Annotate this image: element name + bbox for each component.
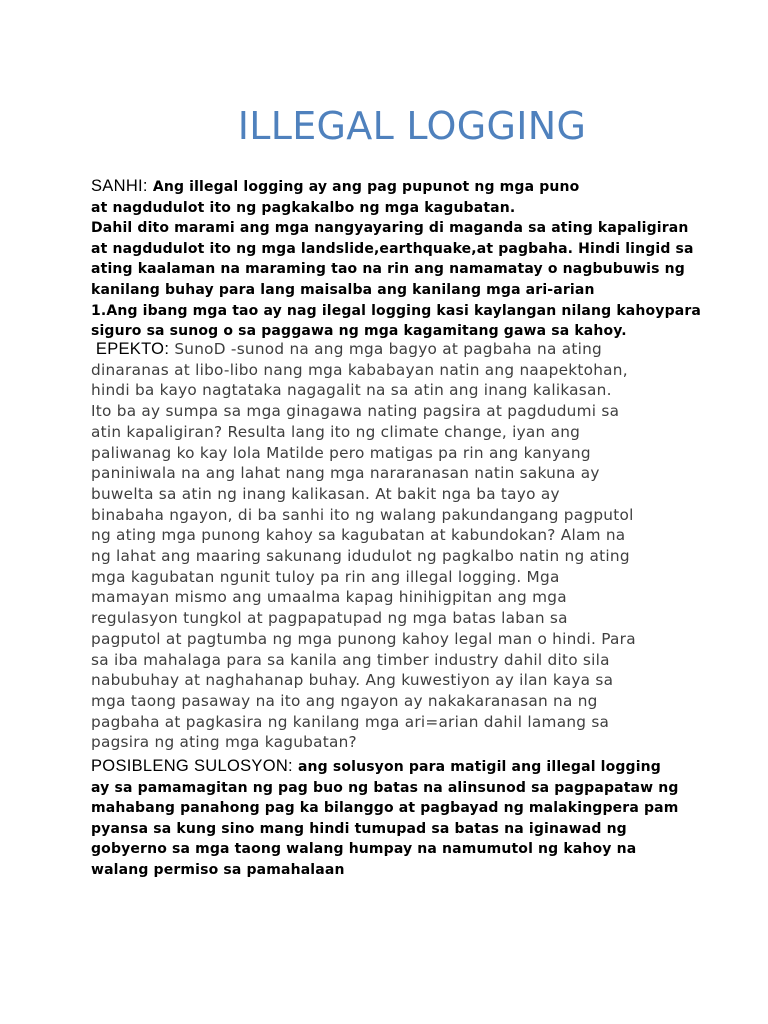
section-epekto (91, 339, 636, 753)
document-title: ILLEGAL LOGGING (237, 104, 587, 148)
paragraph-line: ng lahat ang maaring sakunang idudulot ng pagkalbo natin ng ating (91, 547, 630, 566)
paragraph-line: Ang illegal logging ay ang pag pupunot ng mga puno (147, 179, 580, 195)
paragraph-line: atin kapaligiran? Resulta lang ito ng climate change, iyan ang (91, 422, 581, 441)
paragraph-line: mamayan mismo ang umaalma kapag hinihigpitan ang mga (91, 588, 567, 607)
paragraph-line: pagsira ng ating mga kagubatan? (91, 733, 357, 752)
paragraph-line: hindi ba kayo nagtataka nagagalit na sa atin ang inang kalikasan. (91, 381, 612, 400)
section-sanhi (91, 176, 701, 342)
section-epekto-first-line (91, 339, 636, 360)
paragraph-line: kanilang buhay para lang maisalba ang kanilang mga ari-arian (91, 281, 595, 298)
paragraph-line: mahabang panahong pag ka bilanggo at pagbayad ng malakingpera pam (91, 800, 679, 817)
paragraph-line: paniniwala na ang lahat nang mga nararanasan natin sakuna ay (91, 464, 600, 483)
paragraph-line: nabubuhay at naghahanap buhay. Ang kuwestiyon ay ilan kaya sa (91, 671, 614, 690)
paragraph-line: paliwanag ko kay lola Matilde pero matigas pa rin ang kanyang (91, 443, 591, 462)
paragraph-line: gobyerno sa mga taong walang humpay na namumutol ng kahoy na (91, 841, 637, 858)
paragraph-line: pagbaha at pagkasira ng kanilang mga ari=arian dahil lamang sa (91, 712, 610, 731)
section-sanhi-first-line (91, 176, 701, 198)
paragraph-line: pagputol at pagtumba ng mga punong kahoy legal man o hindi. Para (91, 629, 636, 648)
paragraph-line: at nagdudulot ito ng pagkakalbo ng mga kagubatan. (91, 199, 516, 216)
paragraph-line: sa iba mahalaga para sa kanila ang timber industry dahil dito sila (91, 650, 610, 669)
paragraph-line: pyansa sa kung sino mang hindi tumupad sa batas na iginawad ng (91, 820, 627, 837)
paragraph-line: ating kaalaman na maraming tao na rin ang namamatay o nagbubuwis ng (91, 261, 685, 278)
paragraph-line: Ito ba ay sumpa sa mga ginagawa nating pagsira at pagdudumi sa (91, 402, 620, 421)
paragraph-line: mga taong pasaway na ito ang ngayon ay nakakaranasan na ng (91, 691, 598, 710)
section-heading-epekto: EPEKTO: (91, 340, 170, 358)
paragraph-line: walang permiso sa pamahalaan (91, 861, 345, 878)
paragraph-line: binabaha ngayon, di ba sanhi ito ng walang pakundangang pagputol (91, 505, 634, 524)
section-heading-sanhi: SANHI: (91, 177, 148, 195)
paragraph-line: siguro sa sunog o sa paggawa ng mga kagamitang gawa sa kahoy. (91, 323, 627, 340)
section-heading-sulosyon: POSIBLENG SULOSYON: (91, 757, 293, 775)
paragraph-line: ang solusyon para matigil ang illegal logging (292, 759, 661, 775)
paragraph-line: mga kagubatan ngunit tuloy pa rin ang illegal logging. Mga (91, 567, 560, 586)
paragraph-line: buwelta sa atin ng inang kalikasan. At bakit nga ba tayo ay (91, 484, 560, 503)
paragraph-line: ay sa pamamagitan ng pag buo ng batas na alinsunod sa pagpapataw ng (91, 779, 679, 796)
paragraph-line: 1.Ang ibang mga tao ay nag ilegal logging kasi kaylangan nilang kahoypara (91, 302, 701, 319)
paragraph-line: regulasyon tungkol at pagpapatupad ng mga batas laban sa (91, 609, 568, 628)
paragraph-line: at nagdudulot ito ng mga landslide,earthquake,at pagbaha. Hindi lingid sa (91, 240, 694, 257)
section-posibleng-sulosyon (91, 756, 679, 881)
paragraph-line: Dahil dito marami ang mga nangyayaring di maganda sa ating kapaligiran (91, 220, 689, 237)
paragraph-line: dinaranas at libo-libo nang mga kababayan natin ang naapektohan, (91, 360, 628, 379)
section-sulosyon-first-line (91, 756, 679, 778)
paragraph-line: ng ating mga punong kahoy sa kagubatan at kabundokan? Alam na (91, 526, 626, 545)
paragraph-line: SunoD -sunod na ang mga bagyo at pagbaha na ating (169, 340, 602, 358)
